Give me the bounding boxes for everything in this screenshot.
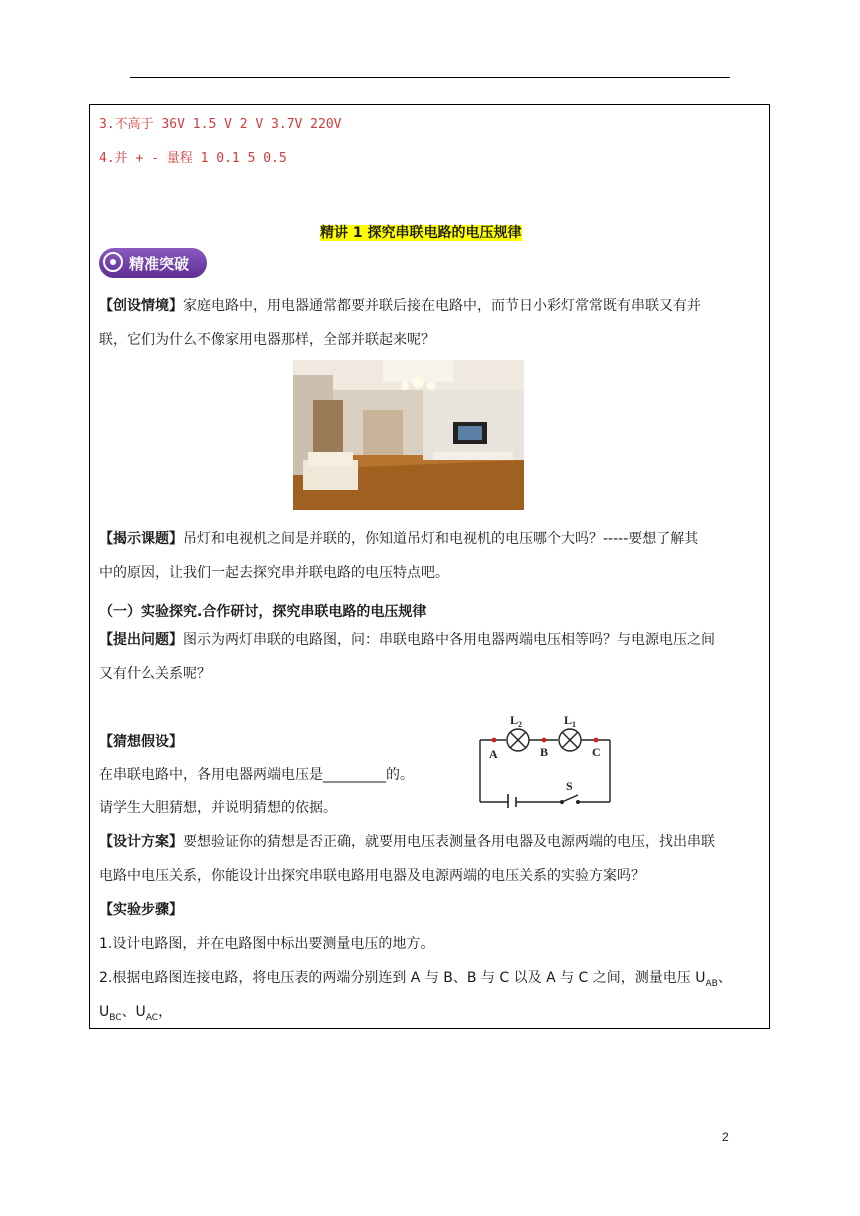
question-line-1 xyxy=(99,630,715,650)
sub-ab: AB xyxy=(705,978,718,989)
step-2-end: ， xyxy=(158,1004,173,1020)
step-2-line-1 xyxy=(99,968,732,994)
scenario-line-1 xyxy=(99,296,701,316)
reveal-line-1 xyxy=(99,529,698,549)
step-2-line-2 xyxy=(99,1002,172,1028)
sub-bc: BC xyxy=(109,1012,122,1023)
step-2-sep: 、 xyxy=(717,970,732,986)
header-rule xyxy=(130,77,730,78)
target-icon xyxy=(103,252,123,272)
answer-line-3: 3.不高于 36V 1.5 V 2 V 3.7V 220V xyxy=(99,117,342,132)
section-title xyxy=(320,222,522,242)
design-label: 【设计方案】 xyxy=(99,834,183,850)
reveal-line-2: 中的原因，让我们一起去探究串并联电路的电压特点吧。 xyxy=(99,565,449,581)
node-a-label: A xyxy=(489,747,498,761)
svg-text:L1: $L_1$ xyxy=(564,713,577,729)
section-title-text: 精讲 1 探究串联电路的电压规律 xyxy=(320,225,522,241)
svg-text:L2: $L_2$ xyxy=(510,713,523,729)
hypothesis-line-2: 请学生大胆猜想，并说明猜想的依据。 xyxy=(99,800,337,816)
step-2-text: 2.根据电路图连接电路，将电压表的两端分别连到 A 与 B、B 与 C 以及 A 与 C 之间，测量电压 U xyxy=(99,970,706,986)
hypothesis-label: 【猜想假设】 xyxy=(99,734,183,750)
answer-line-4: 4.并 + - 量程 1 0.1 5 0.5 xyxy=(99,151,287,166)
page-number: 2 xyxy=(722,1130,729,1144)
node-b-label: B xyxy=(540,745,549,759)
design-line-1 xyxy=(99,832,715,852)
question-line-2: 又有什么关系呢？ xyxy=(99,666,211,682)
node-c-label: C xyxy=(592,745,601,759)
question-label: 【提出问题】 xyxy=(99,632,183,648)
u-ac: 、U xyxy=(121,1004,146,1020)
steps-label: 【实验步骤】 xyxy=(99,902,183,918)
design-text-1: 要想验证你的猜想是否正确，就要用电压表测量各用电器及电源两端的电压，找出串联 xyxy=(183,834,715,850)
series-circuit-diagram xyxy=(470,708,620,812)
battery-icon xyxy=(508,794,516,808)
badge-jingzhun xyxy=(99,248,207,278)
hypothesis-line-1: 在串联电路中，各用电器两端电压是_________的。 xyxy=(99,767,414,783)
living-room-photo xyxy=(293,360,524,510)
switch-label: S xyxy=(566,779,573,793)
step-1: 1.设计电路图，并在电路图中标出要测量电压的地方。 xyxy=(99,936,435,952)
badge-label: 精准突破 xyxy=(129,255,190,273)
reveal-label: 【揭示课题】 xyxy=(99,531,183,547)
design-line-2: 电路中电压关系，你能设计出探究串联电路用电器及电源两端的电压关系的实验方案吗？ xyxy=(99,868,645,884)
scenario-text-1: 家庭电路中，用电器通常都要并联后接在电路中，而节日小彩灯常常既有串联又有并 xyxy=(183,298,701,314)
u-bc: U xyxy=(99,1004,110,1020)
scenario-label: 【创设情境】 xyxy=(99,298,183,314)
reveal-text-1: 吊灯和电视机之间是并联的，你知道吊灯和电视机的电压哪个大吗？-----要想了解其 xyxy=(183,531,699,547)
part-one-heading: （一）实验探究.合作研讨，探究串联电路的电压规律 xyxy=(99,604,427,620)
question-text-1: 图示为两灯串联的电路图，问：串联电路中各用电器两端电压相等吗？与电源电压之间 xyxy=(183,632,715,648)
sub-ac: AC xyxy=(145,1012,159,1023)
scenario-line-2: 联，它们为什么不像家用电器那样，全部并联起来呢？ xyxy=(99,332,435,348)
